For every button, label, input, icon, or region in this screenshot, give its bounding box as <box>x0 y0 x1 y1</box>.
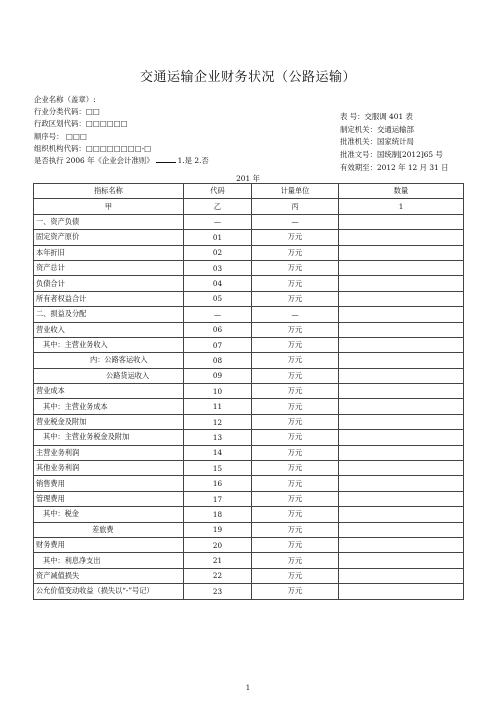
table-row <box>34 399 464 414</box>
code-cell: 07 <box>184 337 252 352</box>
code-cell: 23 <box>184 584 252 599</box>
quantity-input-cell[interactable] <box>339 553 464 568</box>
header-quantity: 数量 <box>339 184 464 199</box>
unit-cell: 万元 <box>252 553 339 568</box>
table-row <box>34 276 464 291</box>
unit-cell: 万元 <box>252 445 339 460</box>
company-name-label: 企业名称（盖章）: <box>34 95 96 104</box>
unit-cell: 万元 <box>252 399 339 414</box>
table-row <box>34 507 464 522</box>
unit-cell: 万元 <box>252 522 339 537</box>
code-cell: 12 <box>184 414 252 429</box>
table-body <box>34 214 464 599</box>
form-meta-left <box>34 94 209 167</box>
table-row <box>34 414 464 429</box>
indicator-name-cell: 一、资产负债 <box>34 214 184 229</box>
indicator-name-cell: 财务费用 <box>34 537 184 552</box>
code-cell: 20 <box>184 537 252 552</box>
code-cell: 05 <box>184 291 252 306</box>
code-cell: 09 <box>184 368 252 383</box>
quantity-input-cell[interactable] <box>339 353 464 368</box>
table-row <box>34 291 464 306</box>
quantity-input-cell[interactable] <box>339 337 464 352</box>
code-cell: 14 <box>184 445 252 460</box>
report-year: 201 年 <box>236 174 260 183</box>
code-cell: 13 <box>184 430 252 445</box>
indicator-name-cell: 其中：主营业务税金及附加 <box>34 430 184 445</box>
quantity-input-cell[interactable] <box>339 384 464 399</box>
code-cell: 16 <box>184 476 252 491</box>
code-cell: — <box>184 307 252 322</box>
approving-authority-label: 批准机关：国家统计局 <box>340 137 414 147</box>
unit-cell: 万元 <box>252 368 339 383</box>
valid-until-label: 有效期至：2012 年 12 月 31 日 <box>340 162 449 172</box>
indicator-name-cell: 所有者权益合计 <box>34 291 184 306</box>
quantity-input-cell[interactable] <box>339 368 464 383</box>
indicator-name-cell: 其中：利息净支出 <box>34 553 184 568</box>
code-cell: 04 <box>184 276 252 291</box>
sequence-number-label: 顺序号： □□□ <box>34 131 87 141</box>
table-subheader-row <box>34 199 464 214</box>
quantity-input-cell[interactable] <box>339 461 464 476</box>
indicator-name-cell: 其中：主营业务收入 <box>34 337 184 352</box>
quantity-input-cell[interactable] <box>339 291 464 306</box>
quantity-input-cell[interactable] <box>339 214 464 229</box>
table-row <box>34 491 464 506</box>
quantity-input-cell[interactable] <box>339 568 464 583</box>
table-row <box>34 522 464 537</box>
table-row <box>34 337 464 352</box>
indicator-name-cell: 内：公路客运收入 <box>34 353 184 368</box>
unit-cell: 万元 <box>252 476 339 491</box>
region-code-label: 行政区划代码：□□□□□□ <box>34 119 128 129</box>
code-cell: 11 <box>184 399 252 414</box>
header-indicator-name: 指标名称 <box>34 184 184 199</box>
indicator-name-cell: 负债合计 <box>34 276 184 291</box>
unit-cell: 万元 <box>252 230 339 245</box>
quantity-input-cell[interactable] <box>339 260 464 275</box>
indicator-name-cell: 差旅费 <box>34 522 184 537</box>
unit-cell: 万元 <box>252 584 339 599</box>
unit-cell: 万元 <box>252 507 339 522</box>
subheader-name: 甲 <box>34 199 184 214</box>
code-cell: 06 <box>184 322 252 337</box>
form-title: 交通运输企业财务状况（公路运输） <box>139 70 356 85</box>
quantity-input-cell[interactable] <box>339 414 464 429</box>
indicator-name-cell: 资产减值损失 <box>34 568 184 583</box>
table-row <box>34 230 464 245</box>
subheader-code: 乙 <box>184 199 252 214</box>
unit-cell: 万元 <box>252 291 339 306</box>
table-row <box>34 307 464 322</box>
header-unit: 计量单位 <box>252 184 339 199</box>
quantity-input-cell[interactable] <box>339 399 464 414</box>
indicator-name-cell: 主营业务利润 <box>34 445 184 460</box>
code-cell: 22 <box>184 568 252 583</box>
table-row <box>34 584 464 599</box>
unit-cell: 万元 <box>252 260 339 275</box>
quantity-input-cell[interactable] <box>339 307 464 322</box>
page-number: 1 <box>245 684 251 692</box>
indicator-name-cell: 本年折旧 <box>34 245 184 260</box>
code-cell: 01 <box>184 230 252 245</box>
indicator-name-cell: 资产总计 <box>34 260 184 275</box>
unit-cell: 万元 <box>252 245 339 260</box>
indicator-name-cell: 其中：主营业务成本 <box>34 399 184 414</box>
code-cell: 08 <box>184 353 252 368</box>
code-cell: 21 <box>184 553 252 568</box>
unit-cell: 万元 <box>252 384 339 399</box>
unit-cell: 万元 <box>252 568 339 583</box>
indicator-name-cell: 营业收入 <box>34 322 184 337</box>
quantity-input-cell[interactable] <box>339 322 464 337</box>
table-row <box>34 430 464 445</box>
unit-cell: — <box>252 307 339 322</box>
accounting-standard-blank[interactable] <box>156 155 176 163</box>
table-row <box>34 553 464 568</box>
table-row <box>34 245 464 260</box>
indicator-name-cell: 公允价值变动收益（损失以“-”号记） <box>34 584 184 599</box>
code-cell: 03 <box>184 260 252 275</box>
table-row <box>34 368 464 383</box>
indicator-name-cell: 其中：税金 <box>34 507 184 522</box>
unit-cell: 万元 <box>252 276 339 291</box>
unit-cell: 万元 <box>252 337 339 352</box>
quantity-input-cell[interactable] <box>339 522 464 537</box>
code-cell: 17 <box>184 491 252 506</box>
code-cell: 15 <box>184 461 252 476</box>
subheader-quantity: 1 <box>339 199 464 214</box>
accounting-standard-question: 是否执行 2006 年《企业会计准则》 <box>34 155 154 165</box>
table-row <box>34 537 464 552</box>
table-row <box>34 260 464 275</box>
org-code-label: 组织机构代码：□□□□□□□□-□ <box>34 143 152 153</box>
header-code: 代码 <box>184 184 252 199</box>
table-row <box>34 353 464 368</box>
quantity-input-cell[interactable] <box>339 230 464 245</box>
quantity-input-cell[interactable] <box>339 276 464 291</box>
table-header-row <box>34 184 464 199</box>
table-row <box>34 445 464 460</box>
code-cell: 10 <box>184 384 252 399</box>
unit-cell: 万元 <box>252 461 339 476</box>
subheader-unit: 丙 <box>252 199 339 214</box>
code-cell: 02 <box>184 245 252 260</box>
table-row <box>34 214 464 229</box>
unit-cell: 万元 <box>252 322 339 337</box>
table-row <box>34 322 464 337</box>
code-cell: 19 <box>184 522 252 537</box>
indicator-name-cell: 管理费用 <box>34 491 184 506</box>
quantity-input-cell[interactable] <box>339 245 464 260</box>
table-row <box>34 461 464 476</box>
unit-cell: — <box>252 214 339 229</box>
quantity-input-cell[interactable] <box>339 537 464 552</box>
quantity-input-cell[interactable] <box>339 430 464 445</box>
issuing-authority-label: 制定机关：交通运输部 <box>340 124 414 134</box>
unit-cell: 万元 <box>252 353 339 368</box>
form-meta-right <box>340 111 449 174</box>
approval-number-label: 批准文号：国统制[2012]65 号 <box>340 150 443 160</box>
accounting-standard-line <box>34 155 209 167</box>
indicator-name-cell: 二、损益及分配 <box>34 307 184 322</box>
unit-cell: 万元 <box>252 430 339 445</box>
form-number-label: 表 号：交服调 401 表 <box>340 112 413 121</box>
table-row <box>34 568 464 583</box>
financial-status-table <box>33 183 464 600</box>
unit-cell: 万元 <box>252 537 339 552</box>
table-row <box>34 476 464 491</box>
quantity-input-cell[interactable] <box>339 584 464 599</box>
indicator-name-cell: 销售费用 <box>34 476 184 491</box>
indicator-name-cell: 其他业务利润 <box>34 461 184 476</box>
industry-code-label: 行业分类代码：□□ <box>34 107 100 117</box>
accounting-standard-options: 1.是 2.否 <box>177 155 209 165</box>
quantity-input-cell[interactable] <box>339 507 464 522</box>
unit-cell: 万元 <box>252 414 339 429</box>
indicator-name-cell: 营业税金及附加 <box>34 414 184 429</box>
quantity-input-cell[interactable] <box>339 445 464 460</box>
unit-cell: 万元 <box>252 491 339 506</box>
quantity-input-cell[interactable] <box>339 476 464 491</box>
quantity-input-cell[interactable] <box>339 491 464 506</box>
table-row <box>34 384 464 399</box>
code-cell: — <box>184 214 252 229</box>
indicator-name-cell: 固定资产原价 <box>34 230 184 245</box>
code-cell: 18 <box>184 507 252 522</box>
indicator-name-cell: 营业成本 <box>34 384 184 399</box>
indicator-name-cell: 公路货运收入 <box>34 368 184 383</box>
